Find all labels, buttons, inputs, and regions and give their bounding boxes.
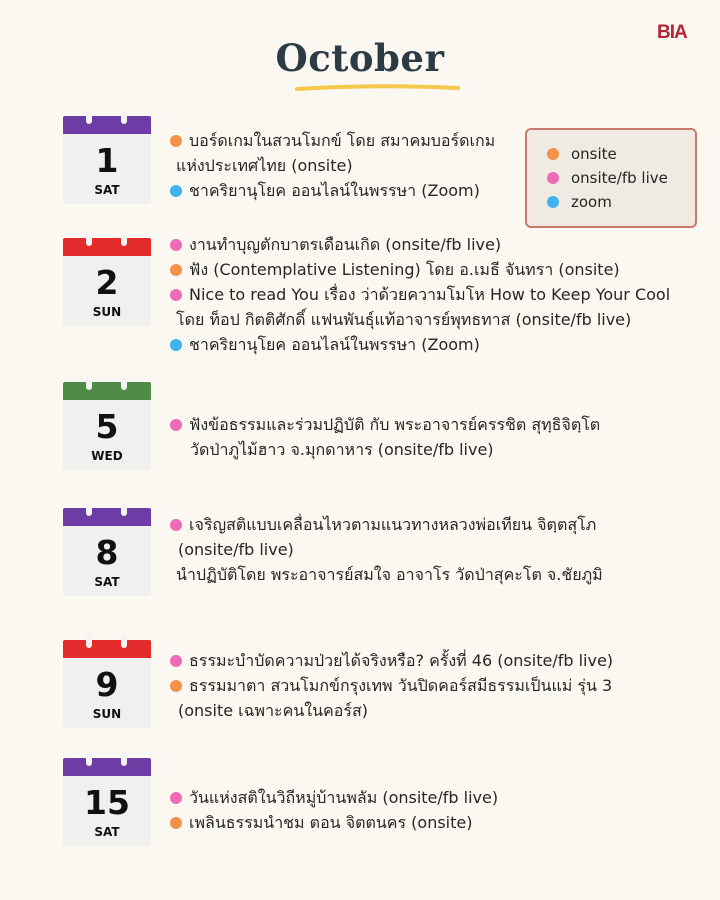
dot-onsite	[170, 680, 182, 692]
legend-label: zoom	[571, 193, 612, 211]
event-line	[170, 128, 715, 153]
event-text: (onsite เฉพาะคนในคอร์ส)	[178, 701, 368, 720]
event-line	[170, 282, 715, 307]
events-day-2	[170, 232, 715, 357]
event-text: Nice to read You เรื่อง ว่าด้วยความโมโห How to Keep Your Cool	[189, 285, 671, 304]
legend-label: onsite/fb live	[571, 169, 668, 187]
event-text: ชาคริยานุโยค ออนไลน์ในพรรษา (Zoom)	[189, 335, 480, 354]
title-underline	[295, 84, 460, 92]
day-name: SAT	[94, 183, 120, 197]
day-number: 2	[95, 263, 119, 302]
calendar-icon-day-15	[63, 758, 151, 846]
day-name: SAT	[94, 575, 120, 589]
dot-onsite-fb-live	[170, 419, 182, 431]
event-text: วันแห่งสติในวิถีหมู่บ้านพลัม (onsite/fb live)	[189, 788, 499, 807]
page-title: October	[275, 36, 445, 80]
event-text: วัดป่าภูไม้ฮาว จ.มุกดาหาร (onsite/fb live)	[190, 440, 494, 459]
dot-onsite-fb-live	[170, 655, 182, 667]
day-number: 5	[95, 407, 119, 446]
calendar-icon-day-1	[63, 116, 151, 204]
event-text: ฟังข้อธรรมและร่วมปฏิบัติ กับ พระอาจารย์ครรชิต สุทฺธิจิตฺโต	[189, 415, 601, 434]
day-number: 15	[84, 783, 130, 822]
dot-onsite-fb-live	[170, 792, 182, 804]
event-text: ฟัง (Contemplative Listening) โดย อ.เมธี จันทรา (onsite)	[189, 260, 620, 279]
event-line	[170, 785, 715, 810]
event-text: ธรรมะบำบัดความป่วยได้จริงหรือ? ครั้งที่ 46 (onsite/fb live)	[189, 651, 614, 670]
event-text: เจริญสติแบบเคลื่อนไหวตามแนวทางหลวงพ่อเทียน จิตฺตสุโภ	[189, 515, 597, 534]
event-text: ธรรมมาตา สวนโมกข์กรุงเทพ วันปิดคอร์สมีธรรมเป็นแม่ รุ่น 3	[189, 676, 613, 695]
event-text: บอร์ดเกมในสวนโมกข์ โดย สมาคมบอร์ดเกม	[189, 131, 496, 150]
dot-zoom	[170, 339, 182, 351]
dot-onsite	[170, 135, 182, 147]
event-text: โดย ท็อป กิตติศักดิ์ แฟนพันธุ์แท้อาจารย์พุทธทาส (onsite/fb live)	[176, 310, 632, 329]
dot-zoom	[170, 185, 182, 197]
day-name: SUN	[92, 707, 122, 721]
event-line	[170, 537, 715, 562]
event-line	[170, 178, 715, 203]
event-line	[170, 332, 715, 357]
events-day-15	[170, 785, 715, 835]
brand-logo: BIA	[657, 22, 687, 43]
day-number: 1	[95, 141, 119, 180]
calendar-icon-day-2	[63, 238, 151, 326]
event-text: เพลินธรรมนำชม ตอน จิตตนคร (onsite)	[189, 813, 473, 832]
event-line	[170, 257, 715, 282]
dot-onsite-fb-live	[170, 519, 182, 531]
event-line	[170, 648, 715, 673]
events-day-8	[170, 512, 715, 587]
event-line	[170, 412, 715, 437]
event-line	[170, 307, 715, 332]
event-text: นำปฏิบัติโดย พระอาจารย์สมใจ อาจาโร วัดป่าสุคะโต จ.ชัยภูมิ	[176, 565, 603, 584]
dot-onsite	[170, 264, 182, 276]
event-line	[170, 437, 715, 462]
day-number: 8	[95, 533, 119, 572]
dot-onsite-fb-live	[170, 239, 182, 251]
events-day-9	[170, 648, 715, 723]
event-line	[170, 562, 715, 587]
dot-onsite	[170, 817, 182, 829]
dot-onsite-fb-live	[170, 289, 182, 301]
event-text: ชาคริยานุโยค ออนไลน์ในพรรษา (Zoom)	[189, 181, 480, 200]
event-line	[170, 673, 715, 698]
event-line	[170, 810, 715, 835]
calendar-icon-day-5	[63, 382, 151, 470]
event-line	[170, 232, 715, 257]
event-line	[170, 512, 715, 537]
day-name: SAT	[94, 825, 120, 839]
day-name: WED	[91, 449, 123, 463]
events-day-1	[170, 128, 715, 203]
calendar-icon-day-9	[63, 640, 151, 728]
event-text: งานทำบุญตักบาตรเดือนเกิด (onsite/fb live)	[189, 235, 502, 254]
day-name: SUN	[92, 305, 122, 319]
event-line	[170, 698, 715, 723]
event-text: (onsite/fb live)	[178, 540, 294, 559]
day-number: 9	[95, 665, 119, 704]
calendar-icon-day-8	[63, 508, 151, 596]
legend-label: onsite	[571, 145, 617, 163]
events-day-5	[170, 412, 715, 462]
event-line	[170, 153, 715, 178]
event-text: แห่งประเทศไทย (onsite)	[176, 156, 353, 175]
